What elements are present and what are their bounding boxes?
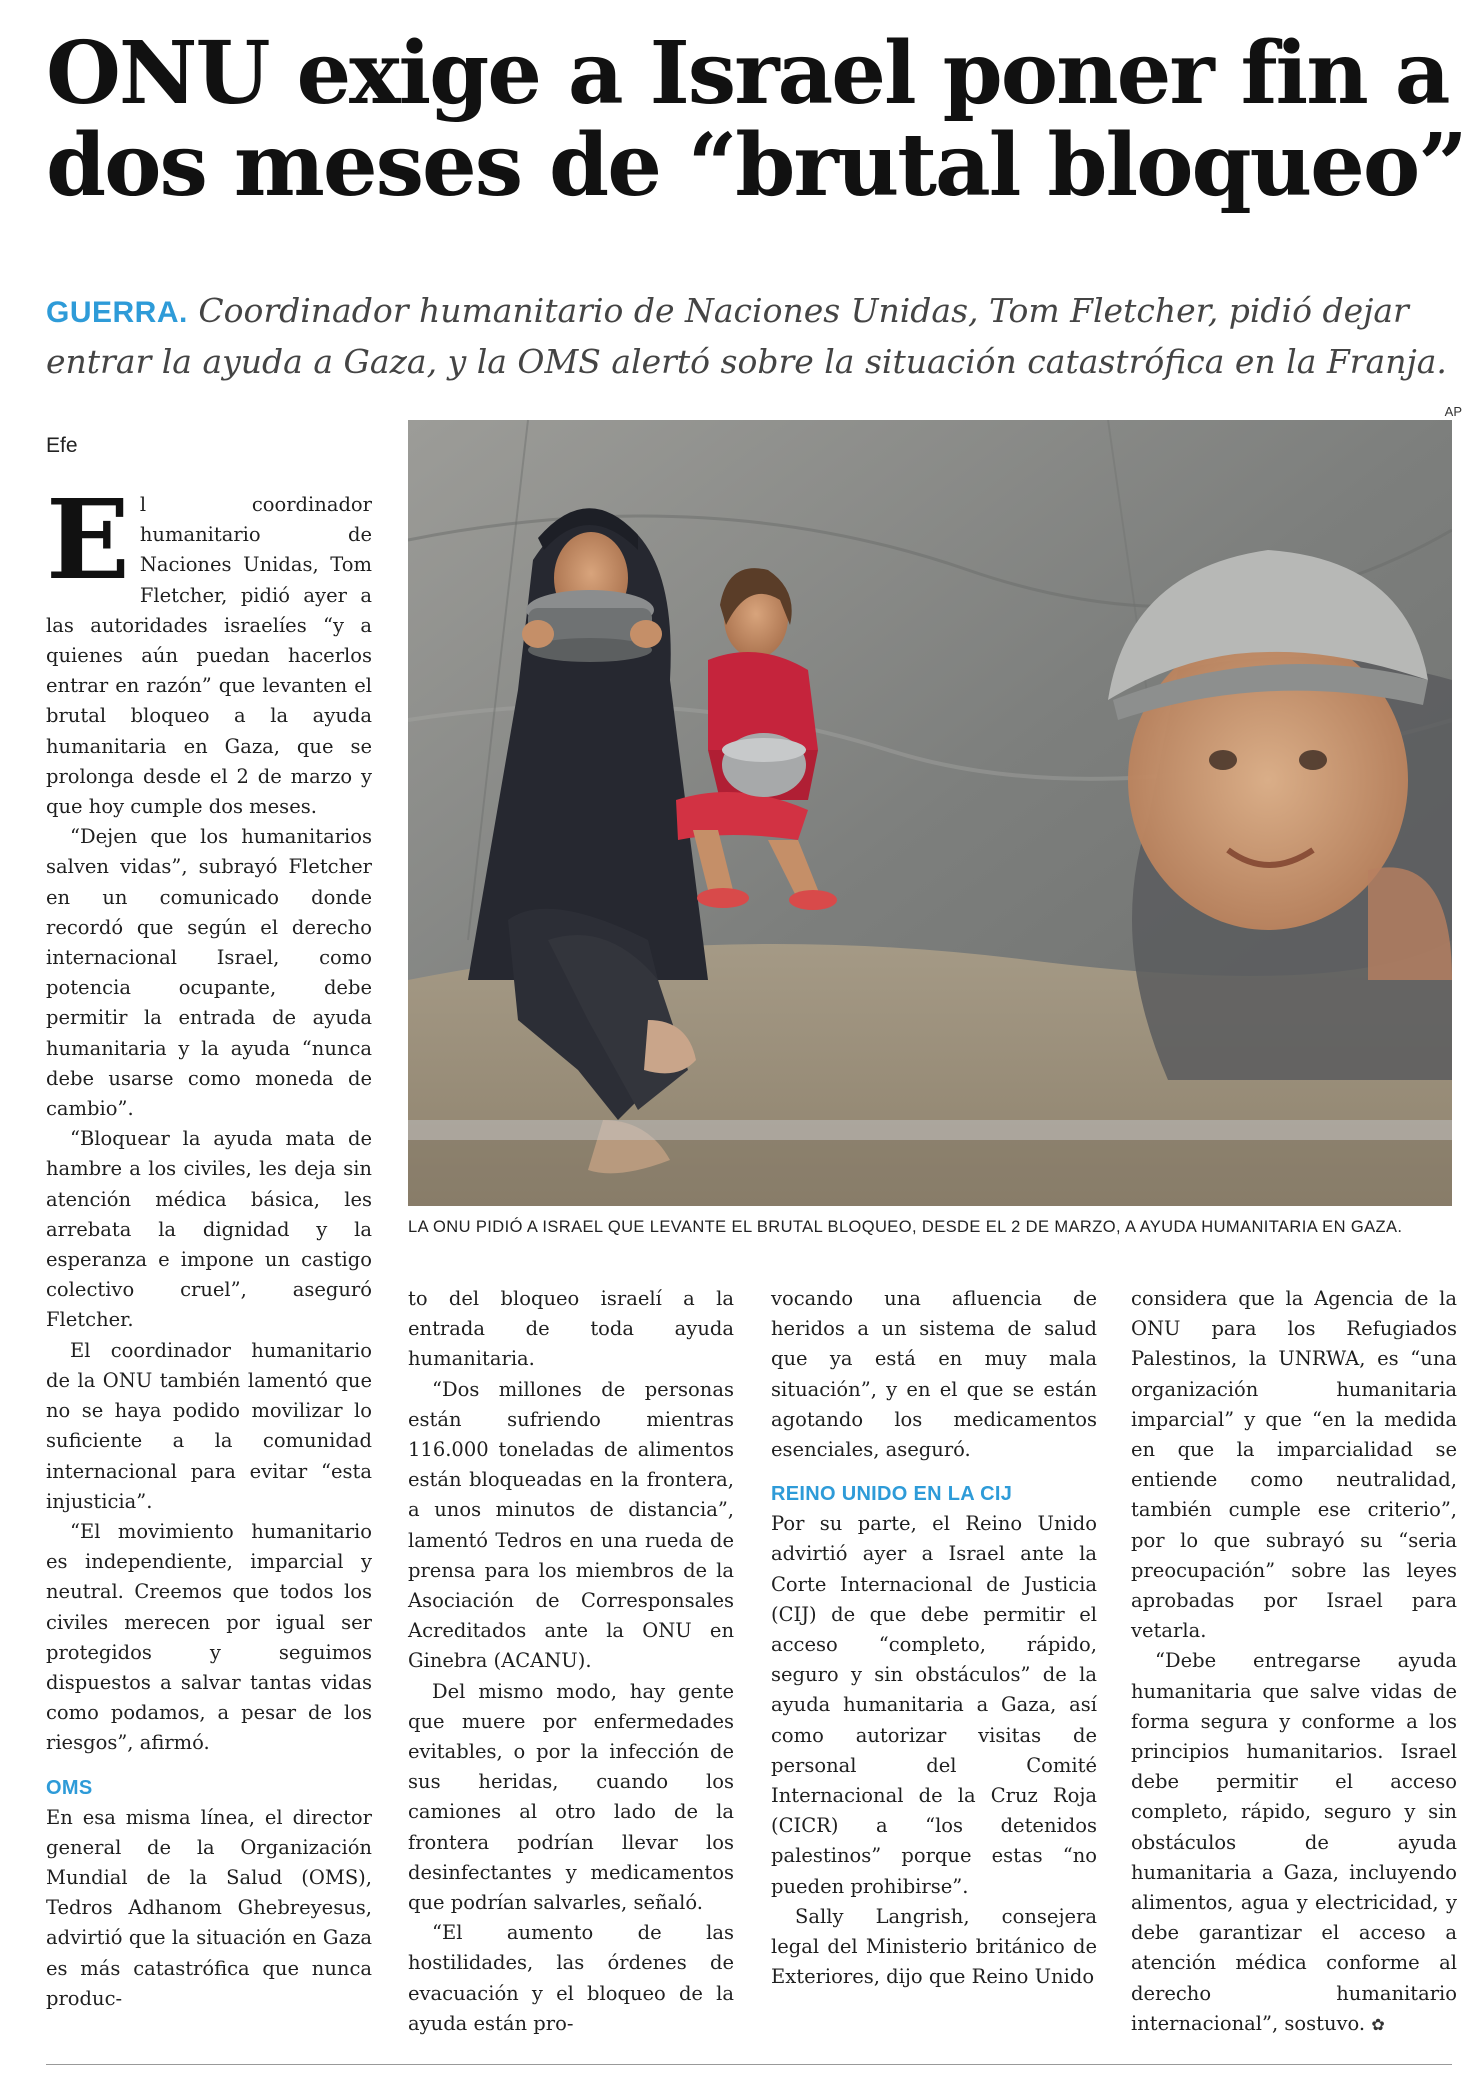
byline: Efe [46, 434, 78, 457]
paragraph-15: “Debe entregarse ayuda humanitaria que salve vidas de forma segura y conforme a los principios humanitarios. Israel debe permitir el acceso completo, rápido, seguro y sin obstáculos de ayuda humanitaria a Gaza, incluyendo alimentos, agua y electricidad, y debe garantizar el acceso a atención médica conforme al derecho humanitario internacional”, sostuvo. [1131, 1649, 1457, 2035]
photo-illustration [408, 420, 1452, 1206]
paragraph-13: Sally Langrish, consejera legal del Ministerio británico de Exteriores, dijo que Reino Unido [771, 1904, 1097, 1989]
bottom-rule [46, 2064, 1452, 2065]
article-column-2 [408, 1284, 734, 2039]
photo-credit: AP [1444, 404, 1462, 419]
subhead-reino-unido: REINO UNIDO EN LA CIJ [771, 1483, 1013, 1506]
paragraph-12: Por su parte, el Reino Unido advirtió ayer a Israel ante la Corte Internacional de Justicia (CIJ) de que debe permitir el acceso “completo, rápido, seguro y sin obstáculos” de la ayuda humanitaria a Gaza, así como autorizar visitas de personal del Comité Internacional de la Cruz Roja (CICR) a “los detenidos palestinos” porque estas “no pueden prohibirse”. [771, 1512, 1097, 1898]
paragraph-15-wrap [1131, 1646, 1457, 2040]
dropcap: E [46, 475, 130, 604]
paragraph-1: l coordinador humanitario de Naciones Unidas, Tom Fletcher, pidió ayer a las autoridades israelíes “y a quienes aún puedan hacerlos entrar en razón” que levanten el brutal bloqueo a la ayuda humanitaria en Gaza, que se prolonga desde el 2 de marzo y que hoy cumple dos meses. [46, 493, 372, 819]
headline-line-2: dos meses de “brutal bloqueo” [46, 115, 1466, 216]
paragraph-14: considera que la Agencia de la ONU para los Refugiados Palestinos, la UNRWA, es “una organización humanitaria imparcial” y que “en la medida en que la imparcialidad se entiende como neutralidad, también cumple ese criterio”, por lo que subrayó su “seria preocupación” sobre las leyes aprobadas por Israel para vetarla. [1131, 1287, 1457, 1643]
paragraph-9: Del mismo modo, hay gente que muere por enfermedades evitables, o por la infección de sus heridas, cuando los camiones al otro lado de la frontera podrían llevar los desinfectantes y medicamentos que podrían salvarles, señaló. [408, 1679, 734, 1915]
headline [46, 23, 1466, 216]
article-column-3 [771, 1284, 1097, 1992]
subhead-oms: OMS [46, 1776, 93, 1799]
paragraph-2: “Dejen que los humanitarios salven vidas”, subrayó Fletcher en un comunicado donde recordó que según el derecho internacional Israel, como potencia ocupante, debe permitir la entrada de ayuda humanitaria y la ayuda “nunca debe usarse como moneda de cambio”. [46, 825, 372, 1121]
article-paragraph [46, 475, 372, 822]
headline-line-1: ONU exige a Israel poner fin a [46, 23, 1449, 124]
article-column-1 [46, 475, 372, 2014]
news-photo [408, 420, 1452, 1206]
paragraph-7: to del bloqueo israelí a la entrada de toda ayuda humanitaria. [408, 1287, 734, 1371]
article-column-4 [1131, 1284, 1457, 2040]
deck [46, 286, 1451, 386]
paragraph-5: “El movimiento humanitario es independiente, imparcial y neutral. Creemos que todos los civiles merecen por igual ser protegidos y seguimos dispuestos a salvar tantas vidas como podamos, a pesar de los riesgos”, afirmó. [46, 1519, 372, 1755]
paragraph-6: En esa misma línea, el director general de la Organización Mundial de la Salud (OMS), Tedros Adhanom Ghebreyesus, advirtió que la situación en Gaza es más catastrófica que nunca produc- [46, 1805, 372, 2010]
paragraph-10: “El aumento de las hostilidades, las órdenes de evacuación y el bloqueo de la ayuda están pro- [408, 1921, 734, 2035]
deck-text: Coordinador humanitario de Naciones Unidas, Tom Fletcher, pidió dejar entrar la ayuda a Gaza, y la OMS alertó sobre la situación catastrófica en la Franja. [46, 291, 1447, 381]
paragraph-3: “Bloquear la ayuda mata de hambre a los civiles, les deja sin atención médica básica, les arrebata la dignidad y la esperanza e impone un castigo colectivo cruel”, aseguró Fletcher. [46, 1127, 372, 1332]
end-mark-icon: ✿ [1371, 2014, 1385, 2034]
paragraph-4: El coordinador humanitario de la ONU también lamentó que no se haya podido movilizar lo suficiente a la comunidad internacional para evitar “esta injusticia”. [46, 1338, 372, 1513]
paragraph-8: “Dos millones de personas están sufriendo mientras 116.000 toneladas de alimentos están bloqueadas en la frontera, a unos minutos de distancia”, lamentó Tedros en una rueda de prensa para los miembros de la Asociación de Corresponsales Acreditados ante la ONU en Ginebra (ACANU). [408, 1377, 734, 1673]
photo-caption: LA ONU PIDIÓ A ISRAEL QUE LEVANTE EL BRUTAL BLOQUEO, DESDE EL 2 DE MARZO, A AYUDA HUMANITARIA EN GAZA. [408, 1218, 1403, 1236]
section-tag: GUERRA. [46, 296, 188, 329]
paragraph-11: vocando una afluencia de heridos a un sistema de salud que ya está en muy mala situación”, y en el que se están agotando los medicamentos esenciales, aseguró. [771, 1287, 1097, 1462]
